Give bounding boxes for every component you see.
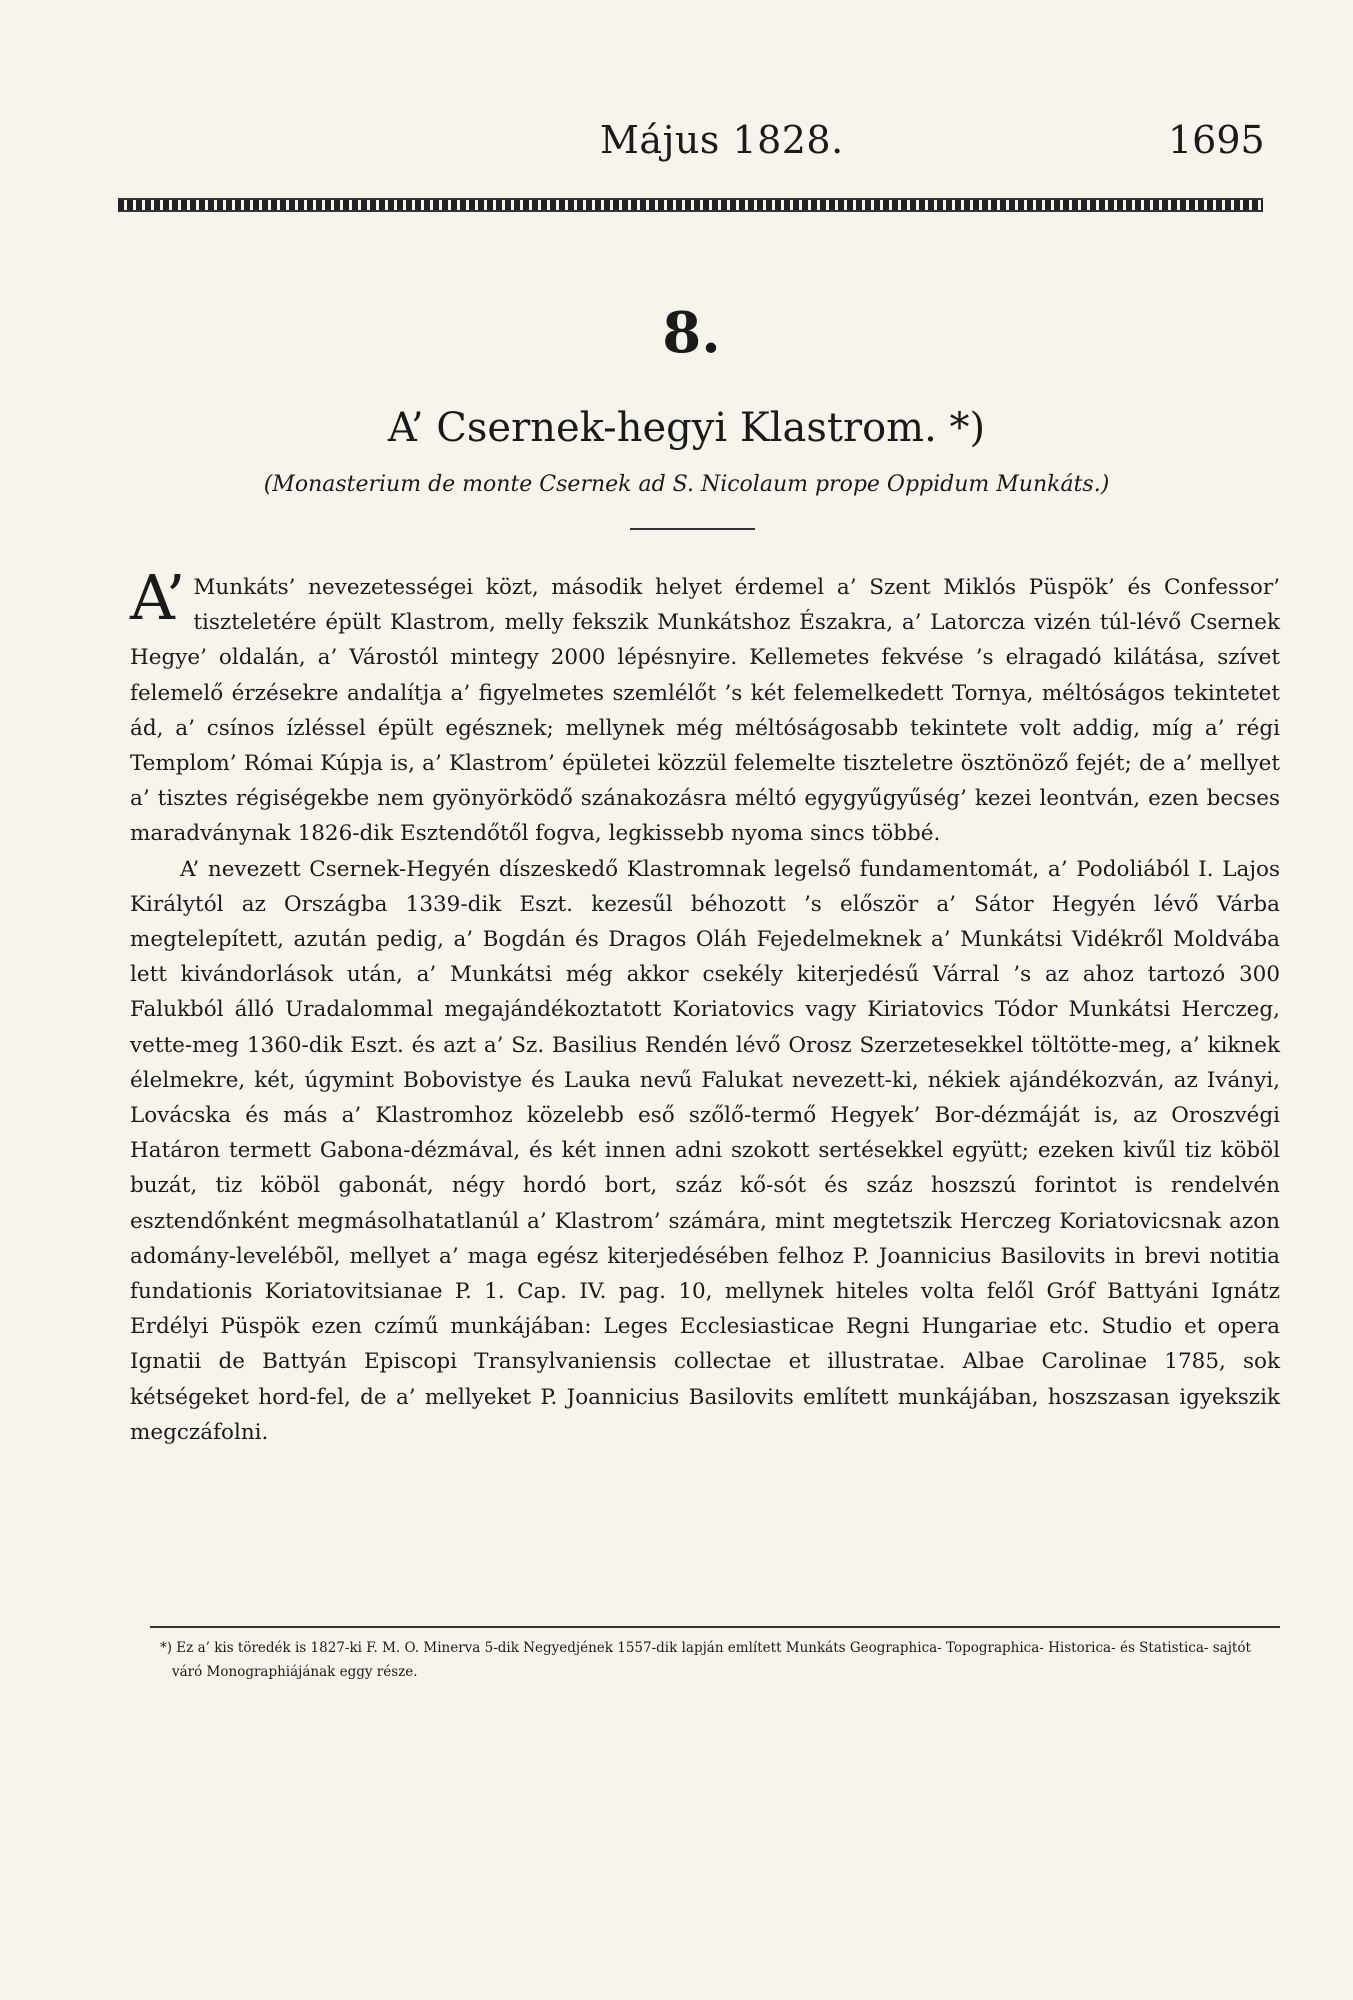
- article-subtitle: (Monasterium de monte Csernek ad S. Nicolaum prope Oppidum Munkáts.): [263, 472, 1110, 497]
- title-divider: [630, 528, 755, 530]
- section-number: 8.: [662, 300, 721, 366]
- page-number: 1695: [1168, 118, 1265, 162]
- paragraph-2: A’ nevezett Csernek-Hegyén díszeskedő Klastromnak legelső fundamentomát, a’ Podoliából I. Lajos Királytól az Országba 1339-dik Eszt. kezesűl béhozott ’s először a’ Sátor Hegyén lévő Várba megtelepített, azután pedig, a’ Bogdán és Dragos Oláh Fejedelmeknek a’ Munkátsi Vidékről Moldvába lett kivándorlások után, a’ Munkátsi még akkor csekély kiterjedésű Várral ’s az ahoz tartozó 300 Falukból álló Uradalommal megajándékoztatott Koriatovics vagy Kiriatovics Tódor Munkátsi Herczeg, vette-meg 1360-dik Eszt. és azt a’ Sz. Basilius Rendén lévő Orosz Szerzetesekkel töltötte-meg, a’ kiknek élelmekre, két, úgymint Bobovistye és Lauka nevű Falukat nevezett-ki, nékiek ajándékozván, az Iványi, Lovácska és más a’ Klastromhoz közelebb eső szőlő-termő Hegyek’ Bor-dézmáját is, az Oroszvégi Határon termett Gabona-dézmával, és két innen adni szokott sertésekkel együtt; ezeken kivűl tiz köböl buzát, tiz köböl gabonát, négy hordó bort, száz kő-sót és száz hoszszú forintot is rendelvén esztendőnként megmásolhatatlanúl a’ Klastrom’ számára, mint megtetszik Herczeg Koriatovicsnak azon adomány-levelébõl, mellyet a’ maga egész kiterjedésében felhoz P. Joannicius Basilovits in brevi notitia fundationis Koriatovitsianae P. 1. Cap. IV. pag. 10, mellynek hiteles volta felől Gróf Battyáni Ignátz Erdélyi Püspök ezen czímű munkájában: Leges Ecclesiasticae Regni Hungariae etc. Studio et opera Ignatii de Battyán Episcopi Transylvaniensis collectae et illustratae. Albae Carolinae 1785, sok kétségeket hord-fel, de a’ mellyeket P. Joannicius Basilovits említett munkájában, hoszszasan igyekszik megczáfolni.: [130, 856, 1280, 1445]
- footnote: *) Ez a’ kis töredék is 1827-ki F. M. O. Minerva 5-dik Negyedjének 1557-dik lapján említett Munkáts Geographica- Topographica- Historica- és Statistica- sajtót váró Monographiájának eggy része.: [160, 1640, 1251, 1680]
- article-body: [130, 561, 1280, 1450]
- paragraph-1-text: Munkáts’ nevezetességei közt, második helyet érdemel a’ Szent Miklós Püspök’ és Confessor’ tiszteletére épült Klastrom, melly fekszik Munkátshoz Északra, a’ Latorcza vizén túl-lévő Csernek Hegye’ oldalán, a’ Várostól mintegy 2000 lépésnyire. Kellemetes fekvése ’s elragadó kilátása, szívet felemelő érzésekre andalítja a’ figyelmetes szemlélőt ’s két felemelkedett Tornya, méltóságos tekintetet ád, a’ csínos ízléssel épült egésznek; mellynek még méltóságosabb tekintete volt addig, míg a’ régi Templom’ Római Kúpja is, a’ Klastrom’ épületei közzül felemelte tiszteletre ösztönöző fejét; de a’ mellyet a’ tisztes régiségekbe nem gyönyörködő szánakozásra méltó egygyűgyűség’ kezei leontván, ezen becses maradványnak 1826-dik Esztendőtől fogva, legkissebb nyoma sincs többé.: [130, 575, 1280, 847]
- drop-cap: A’: [130, 561, 186, 634]
- ornamental-rule: [118, 198, 1263, 212]
- running-head: [0, 118, 1353, 168]
- article-title: A’ Csernek-hegyi Klastrom. *): [387, 405, 986, 451]
- running-head-title: Május 1828.: [600, 118, 844, 162]
- footnote-divider: [150, 1626, 1280, 1628]
- paragraph-1: [130, 561, 1280, 852]
